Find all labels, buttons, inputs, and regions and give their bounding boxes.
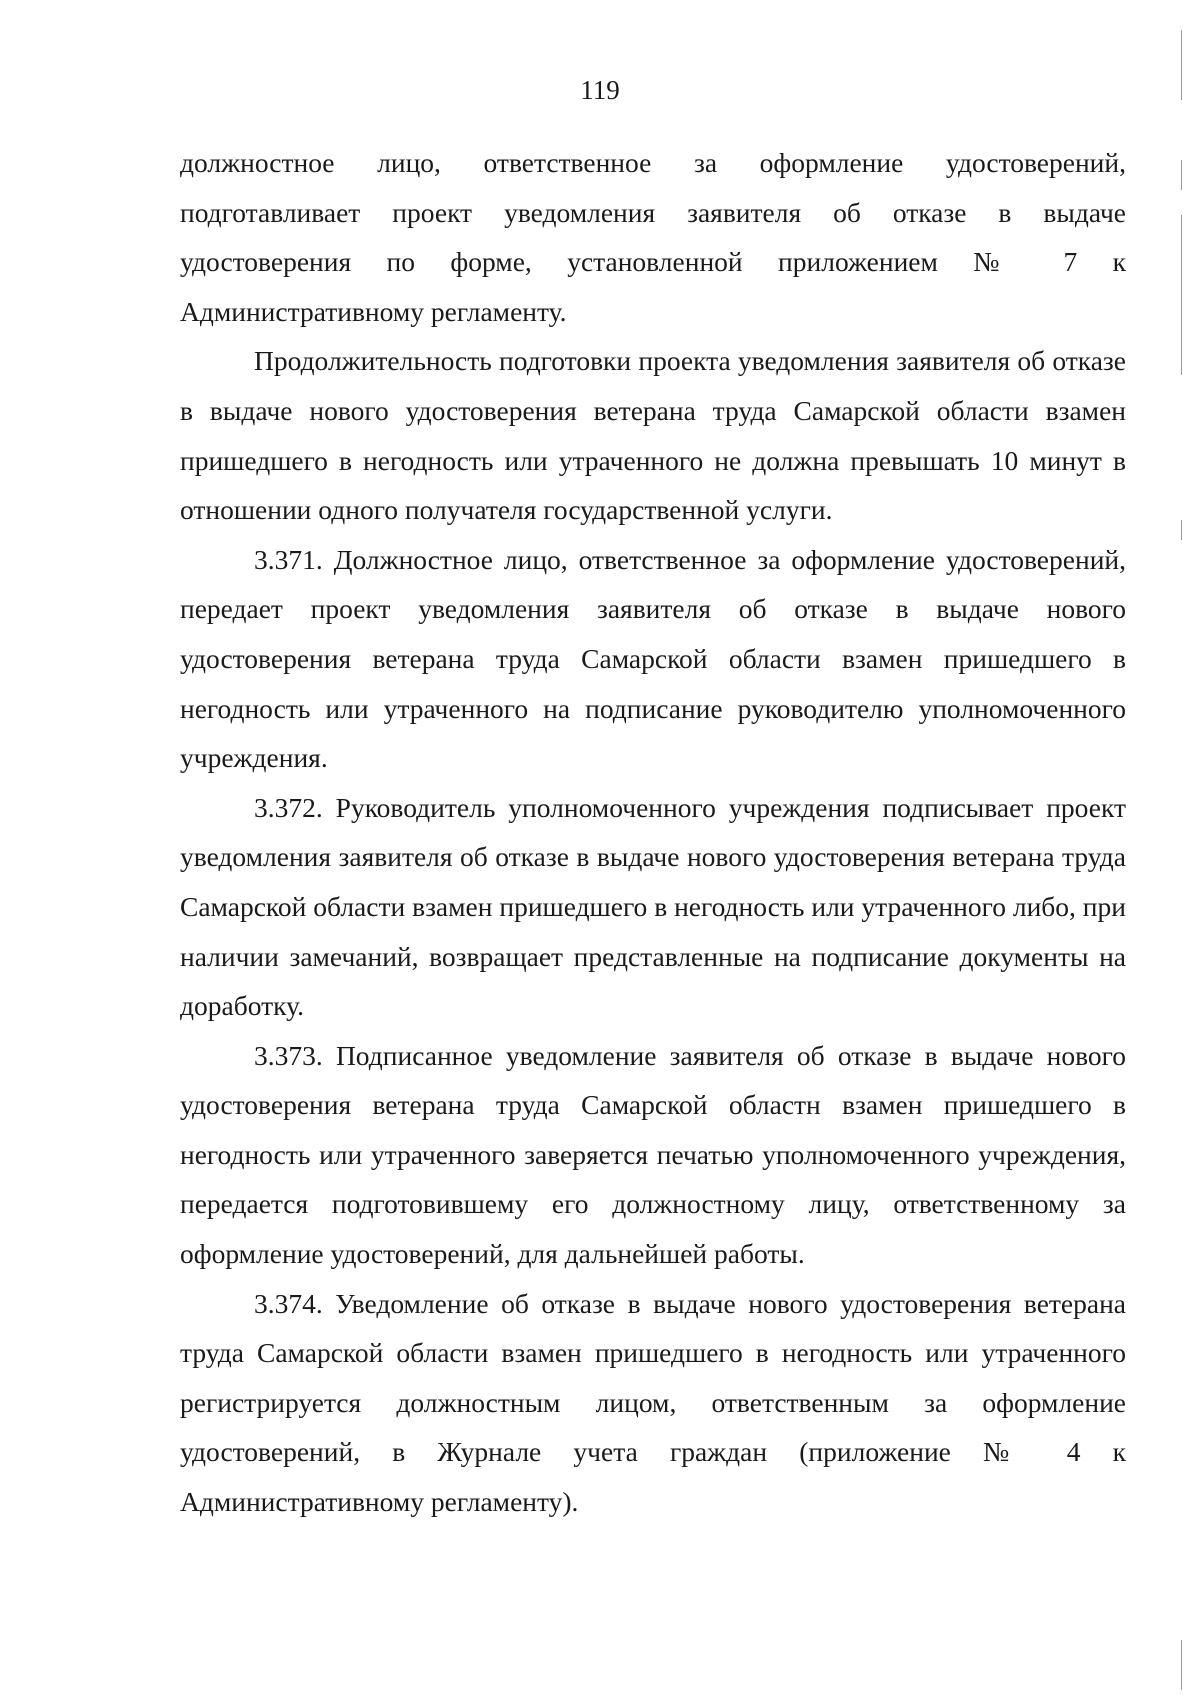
scan-edge-mark [1181,215,1182,375]
scan-edge-mark [1181,520,1182,540]
scan-edge-mark [1181,1640,1182,1690]
paragraph-3-371: 3.371. Должностное лицо, ответственное за оформление удостоверений, передает проект уведомления заявителя об отказе в выдаче нового удостоверения ветерана труда Самарской области взамен пришедшего в негодность или утраченного на подписание руководителю уполномоченного учреждения. [180,543,1126,774]
document-body [180,138,1126,1527]
paragraph-3-372: 3.372. Руководитель уполномоченного учреждения подписывает проект уведомления заявителя об отказе в выдаче нового удостоверения ветерана труда Самарской области взамен пришедшего в негодность или утраченного либо, при наличии замечаний, возвращает представленные на подписание документы на доработку. [180,791,1126,1022]
page-number: 119 [580,75,620,105]
paragraph-3-374: 3.374. Уведомление об отказе в выдаче нового удостоверения ветерана труда Самарской области взамен пришедшего в негодность или утраченного регистрируется должностным лицом, ответственным за оформление удостоверений, в Журнале учета граждан (приложение № 4 к Административному регламенту). [180,1287,1126,1518]
paragraph-duration: Продолжительность подготовки проекта уведомления заявителя об отказе в выдаче нового удостоверения ветерана труда Самарской области взамен пришедшего в негодность или утраченного не должна превышать 10 минут в отношении одного получателя государственной услуги. [180,345,1126,526]
paragraph-3-373: 3.373. Подписанное уведомление заявителя об отказе в выдаче нового удостоверения ветерана труда Самарской областн взамен пришедшего в негодность или утраченного заверяется печатью уполномоченного учреждения, передается подготовившему его должностному лицу, ответственному за оформление удостоверений, для дальнейшей работы. [180,1039,1126,1270]
scan-edge-mark [1181,160,1182,190]
scan-edge-mark [1181,30,1182,100]
paragraph-continuation: должностное лицо, ответственное за оформление удостоверений, подготавливает проект уведомления заявителя об отказе в выдаче удостоверения по форме, установленной приложением № 7 к Административному регламенту. [180,147,1126,327]
